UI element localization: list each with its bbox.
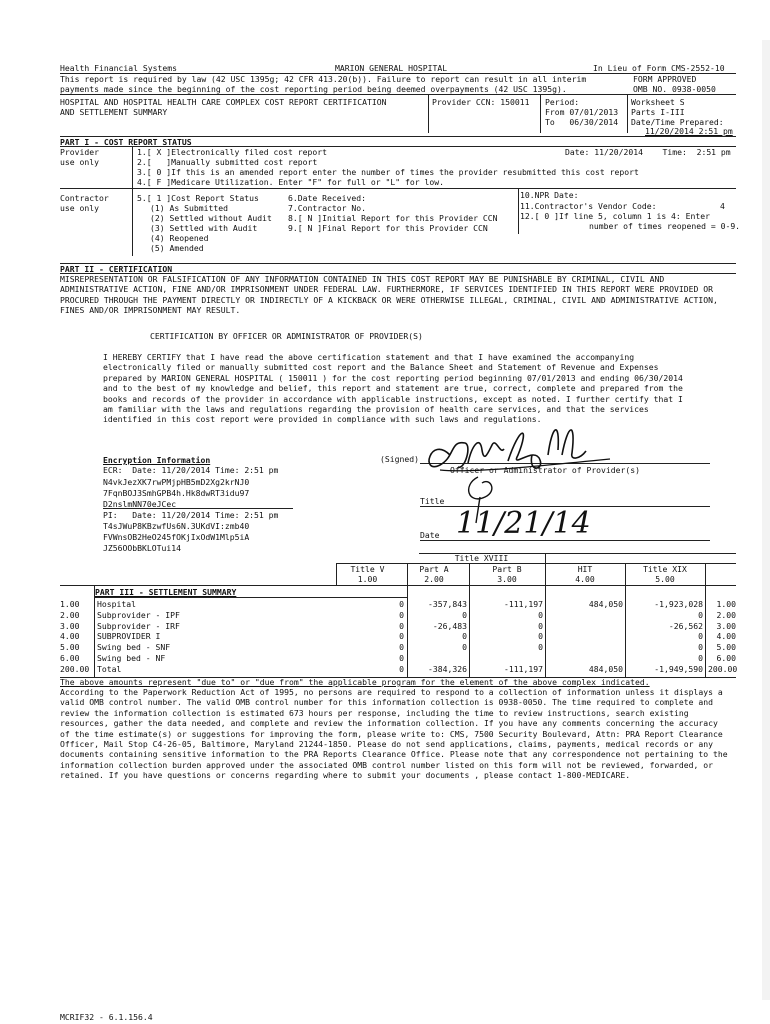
cell-part-a: -357,843	[428, 599, 467, 609]
row-label: Hospital	[97, 599, 136, 609]
row-label: Total	[97, 663, 122, 674]
row-number-right: 3.00	[716, 620, 736, 631]
vendor-name: Health Financial Systems	[60, 63, 177, 73]
officer-label: Officer or Administrator of Provider(s)	[450, 465, 641, 475]
cell-part-b: -111,197	[504, 663, 543, 674]
row-label: Swing bed - SNF	[97, 642, 171, 653]
status-3: (3) Settled with Audit	[150, 223, 258, 233]
col-part-b: Part B	[492, 564, 522, 574]
row-number: 5.00	[60, 642, 80, 653]
cell-title-xix: 0	[698, 609, 703, 620]
worksheet: Worksheet S	[631, 97, 685, 107]
cell-part-a: 0	[462, 642, 467, 653]
hospital-name: MARION GENERAL HOSPITAL	[335, 63, 448, 73]
cell-part-b: 0	[538, 620, 543, 631]
status-1: (1) As Submitted	[150, 203, 228, 213]
vendor-code: 4	[720, 201, 725, 211]
date-prepared: 11/20/2014 2:51 pm	[645, 126, 733, 136]
cell-part-b: 0	[538, 609, 543, 620]
signature-date: 11/21/14	[456, 506, 591, 541]
cell-part-a: 0	[462, 631, 467, 642]
cert-statement: I HEREBY CERTIFY that I have read the above certification statement and that I have examined the accompanying electronically filed or manually submitted cost report and the Balance Sheet and Statement of Revenue and Expenses prepared by MARION GENERAL HOSPITAL ( 150011 ) for the cost reporting period beginning 07/01/2013 and ending 06/30/2014 and to the best of my knowledge and belief, this report and statement are true, correct, complete and prepared from the books and records of the provider in accordance with applicable instructions, except as noted. I further certify that I am familiar with the laws and regulations regarding the provision of health care services, and that the services identified in this cost report were provided in compliance with such laws and regulations.	[103, 352, 683, 425]
handwritten-signature	[410, 415, 700, 550]
pi-code-2: FVWnsOB2HeO245fOKjIxOdW1Mlp5iA	[103, 532, 250, 542]
cell-hit: 484,050	[588, 599, 623, 609]
status-5: (5) Amended	[150, 243, 204, 253]
col-title-xviii: Title XVIII	[454, 553, 509, 563]
cell-title-v: 0	[399, 631, 404, 642]
cell-part-a: -384,326	[428, 663, 467, 674]
date-prepared-label: Date/Time Prepared:	[631, 117, 724, 127]
pi-code-3: JZ56OObBKLOTui14	[103, 543, 181, 553]
ecr-code-3: D2nslmNN70eJCec	[103, 499, 177, 509]
line-9-final: 9.[ N ]Final Report for this Provider CCN	[288, 223, 488, 233]
col-num-1: 1.00	[357, 574, 378, 584]
software-version: MCRIF32 - 6.1.156.4	[60, 1012, 153, 1022]
row-label: SUBPROVIDER I	[97, 631, 161, 642]
cell-title-xix: -1,949,590	[654, 663, 703, 674]
scan-edge	[762, 40, 770, 1000]
line-4-utilization: 4.[ F ]Medicare Utilization. Enter "F" for full or "L" for low.	[137, 177, 444, 187]
date-label: Date	[420, 530, 440, 540]
line-3-amended: 3.[ 0 ]If this is an amended report enter the number of times the provider resubmitted this cost report	[137, 167, 639, 177]
cell-title-v: 0	[399, 620, 404, 631]
provider-label: Provider	[60, 147, 99, 157]
cell-title-xix: -1,923,028	[654, 599, 703, 609]
signed-label: (Signed)	[380, 454, 419, 464]
title-label: Title	[420, 496, 445, 506]
pi-code-1: T4sJWuP8KBzwfUs6N.3UKdVI:zmb40	[103, 521, 250, 531]
col-num-2: 2.00	[424, 574, 444, 584]
fraud-warning: MISREPRESENTATION OR FALSIFICATION OF ANY INFORMATION CONTAINED IN THIS COST REPORT MAY BE PUNISHABLE BY CRIMINAL, CIVIL AND ADMINISTRATIVE ACTION, FINE AND/OR IMPRISONMENT UNDER FEDERAL LAW. FURTHERMORE, IF SERVICES IDENTIFIED IN THIS REPORT WERE PROVIDED OR PROCURED THROUGH THE PAYMENT DIRECTLY OR INDIRECTLY OF A KICKBACK OR WERE OTHERWISE ILLEGAL, CRIMINAL, CIVIL AND ADMINISTRATIVE ACTION, FINES AND/OR IMPRISONMENT MAY RESULT.	[60, 274, 718, 316]
cell-title-v: 0	[399, 642, 404, 653]
col-part-a: Part A	[419, 564, 449, 574]
provider-ccn: Provider CCN: 150011	[432, 97, 530, 107]
row-number: 4.00	[60, 631, 80, 642]
line-10-npr: 10.NPR Date:	[520, 190, 579, 200]
cell-title-v: 0	[399, 609, 404, 620]
period-label: Period:	[545, 97, 580, 107]
line-1-electronic: 1.[ X ]Electronically filed cost report	[137, 147, 328, 157]
omb-number: OMB NO. 0938-0050	[633, 84, 716, 94]
line-1-date: Date: 11/20/2014 Time: 2:51 pm	[565, 147, 731, 157]
col-num-5: 5.00	[655, 574, 675, 584]
row-number: 2.00	[60, 609, 80, 620]
line-8-initial: 8.[ N ]Initial Report for this Provider CCN	[288, 213, 498, 223]
line-6-date-received: 6.Date Received:	[288, 193, 366, 203]
cell-title-xix: 0	[698, 631, 703, 642]
cell-part-b: -111,197	[504, 599, 543, 609]
cell-part-b: 0	[538, 642, 543, 653]
cell-part-b: 0	[538, 631, 543, 642]
cell-hit: 484,050	[588, 663, 623, 674]
form-number: In Lieu of Form CMS-2552-10	[593, 63, 725, 73]
cell-title-v: 0	[399, 663, 404, 674]
row-number-right: 1.00	[716, 599, 736, 609]
line-7-contractor-no: 7.Contractor No.	[288, 203, 366, 213]
row-label: Subprovider - IPF	[97, 609, 180, 620]
parts: Parts I-III	[631, 107, 685, 117]
cert-title-2: AND SETTLEMENT SUMMARY	[60, 107, 168, 117]
cell-title-v: 0	[399, 599, 404, 609]
row-label: Subprovider - IRF	[97, 620, 180, 631]
line-12-note: number of times reopened = 0-9.	[589, 221, 741, 231]
part3-title: PART III - SETTLEMENT SUMMARY	[95, 587, 237, 597]
contractor-use-only: use only	[60, 203, 99, 213]
amounts-note: The above amounts represent "due to" or "due from" the applicable program for the element of the above complex indicated.	[60, 677, 650, 687]
form-approved: FORM APPROVED	[633, 74, 697, 84]
law-line-1: This report is required by law (42 USC 1395g; 42 CFR 413.20(b)). Failure to report can result in all interim	[60, 74, 587, 84]
row-number-right: 2.00	[716, 609, 736, 620]
cell-part-a: 0	[462, 609, 467, 620]
col-title-v: Title V	[350, 564, 385, 574]
cell-title-xix: -26,562	[668, 620, 703, 631]
row-number: 3.00	[60, 620, 80, 631]
cell-part-a: -26,483	[432, 620, 467, 631]
status-2: (2) Settled without Audit	[150, 213, 272, 223]
period-from: From 07/01/2013	[545, 107, 619, 117]
pi-line: PI: Date: 11/20/2014 Time: 2:51 pm	[103, 510, 279, 520]
provider-use-only: use only	[60, 157, 99, 167]
part1-title: PART I - COST REPORT STATUS	[60, 137, 192, 147]
row-number-right: 200.00	[708, 663, 738, 674]
col-num-4: 4.00	[575, 574, 595, 584]
cert-title-1: HOSPITAL AND HOSPITAL HEALTH CARE COMPLEX COST REPORT CERTIFICATION	[60, 97, 387, 107]
ecr-code-2: 7FqnBOJ3SmhGPB4h.Hk8dwRT3idu97	[103, 488, 250, 498]
row-number: 6.00	[60, 653, 80, 663]
ecr-code-1: N4vkJezXK7rwPMjpHB5mD2Xg2krNJ0	[103, 477, 250, 487]
row-number: 200.00	[60, 663, 90, 674]
cell-title-xix: 0	[698, 642, 703, 653]
status-4: (4) Reopened	[150, 233, 209, 243]
row-number-right: 6.00	[716, 653, 736, 663]
contractor-label: Contractor	[60, 193, 109, 203]
cell-title-xix: 0	[698, 653, 703, 663]
cert-heading: CERTIFICATION BY OFFICER OR ADMINISTRATOR OF PROVIDER(S)	[150, 331, 423, 341]
part2-title: PART II - CERTIFICATION	[60, 264, 173, 274]
row-number: 1.00	[60, 599, 80, 609]
line-2-manual: 2.[ ]Manually submitted cost report	[137, 157, 318, 167]
line-11-vendor: 11.Contractor's Vendor Code:	[520, 201, 657, 211]
line-5-status: 5.[ 1 ]Cost Report Status	[137, 193, 259, 203]
col-num-3: 3.00	[497, 574, 517, 584]
col-title-xix: Title XIX	[643, 564, 687, 574]
period-to: To 06/30/2014	[545, 117, 619, 127]
encryption-title: Encryption Information	[103, 455, 211, 465]
cell-title-v: 0	[399, 653, 404, 663]
row-number-right: 4.00	[716, 631, 736, 642]
ecr-line: ECR: Date: 11/20/2014 Time: 2:51 pm	[103, 465, 279, 475]
law-line-2: payments made since the beginning of the cost reporting period being deemed overpayments (42 USC 1395g).	[60, 84, 567, 94]
paperwork-notice: According to the Paperwork Reduction Act of 1995, no persons are required to respond to a collection of information unless it displays a valid OMB control number. The valid OMB control number for this information collection is 0938-0050. The time required to complete and review the information collection is estimated 673 hours per response, including the time to review instructions, search existing resources, gather the data needed, and complete and review the information collection. If you have any comments concerning the accuracy of the time estimate(s) or suggestions for improving the form, please write to: CMS, 7500 Security Boulevard, Attn: PRA Report Clearance Officer, Mail Stop C4-26-05, Baltimore, Maryland 21244-1850. Please do not send applications, claims, payments, medical records or any documents containing sensitive information to the PRA Reports Clearance Office. Please note that any correspondence not pertaining to the information collection burden approved under the associated OMB control number listed on this form will not be reviewed, forwarded, or retained. If you have questions or concerns regarding where to submit your documents , please contact 1-800-MEDICARE.	[60, 687, 728, 781]
line-12-reopened: 12.[ 0 ]If line 5, column 1 is 4: Enter	[520, 211, 711, 221]
row-number-right: 5.00	[716, 642, 736, 653]
row-label: Swing bed - NF	[97, 653, 166, 663]
col-hit: HIT	[577, 564, 593, 574]
